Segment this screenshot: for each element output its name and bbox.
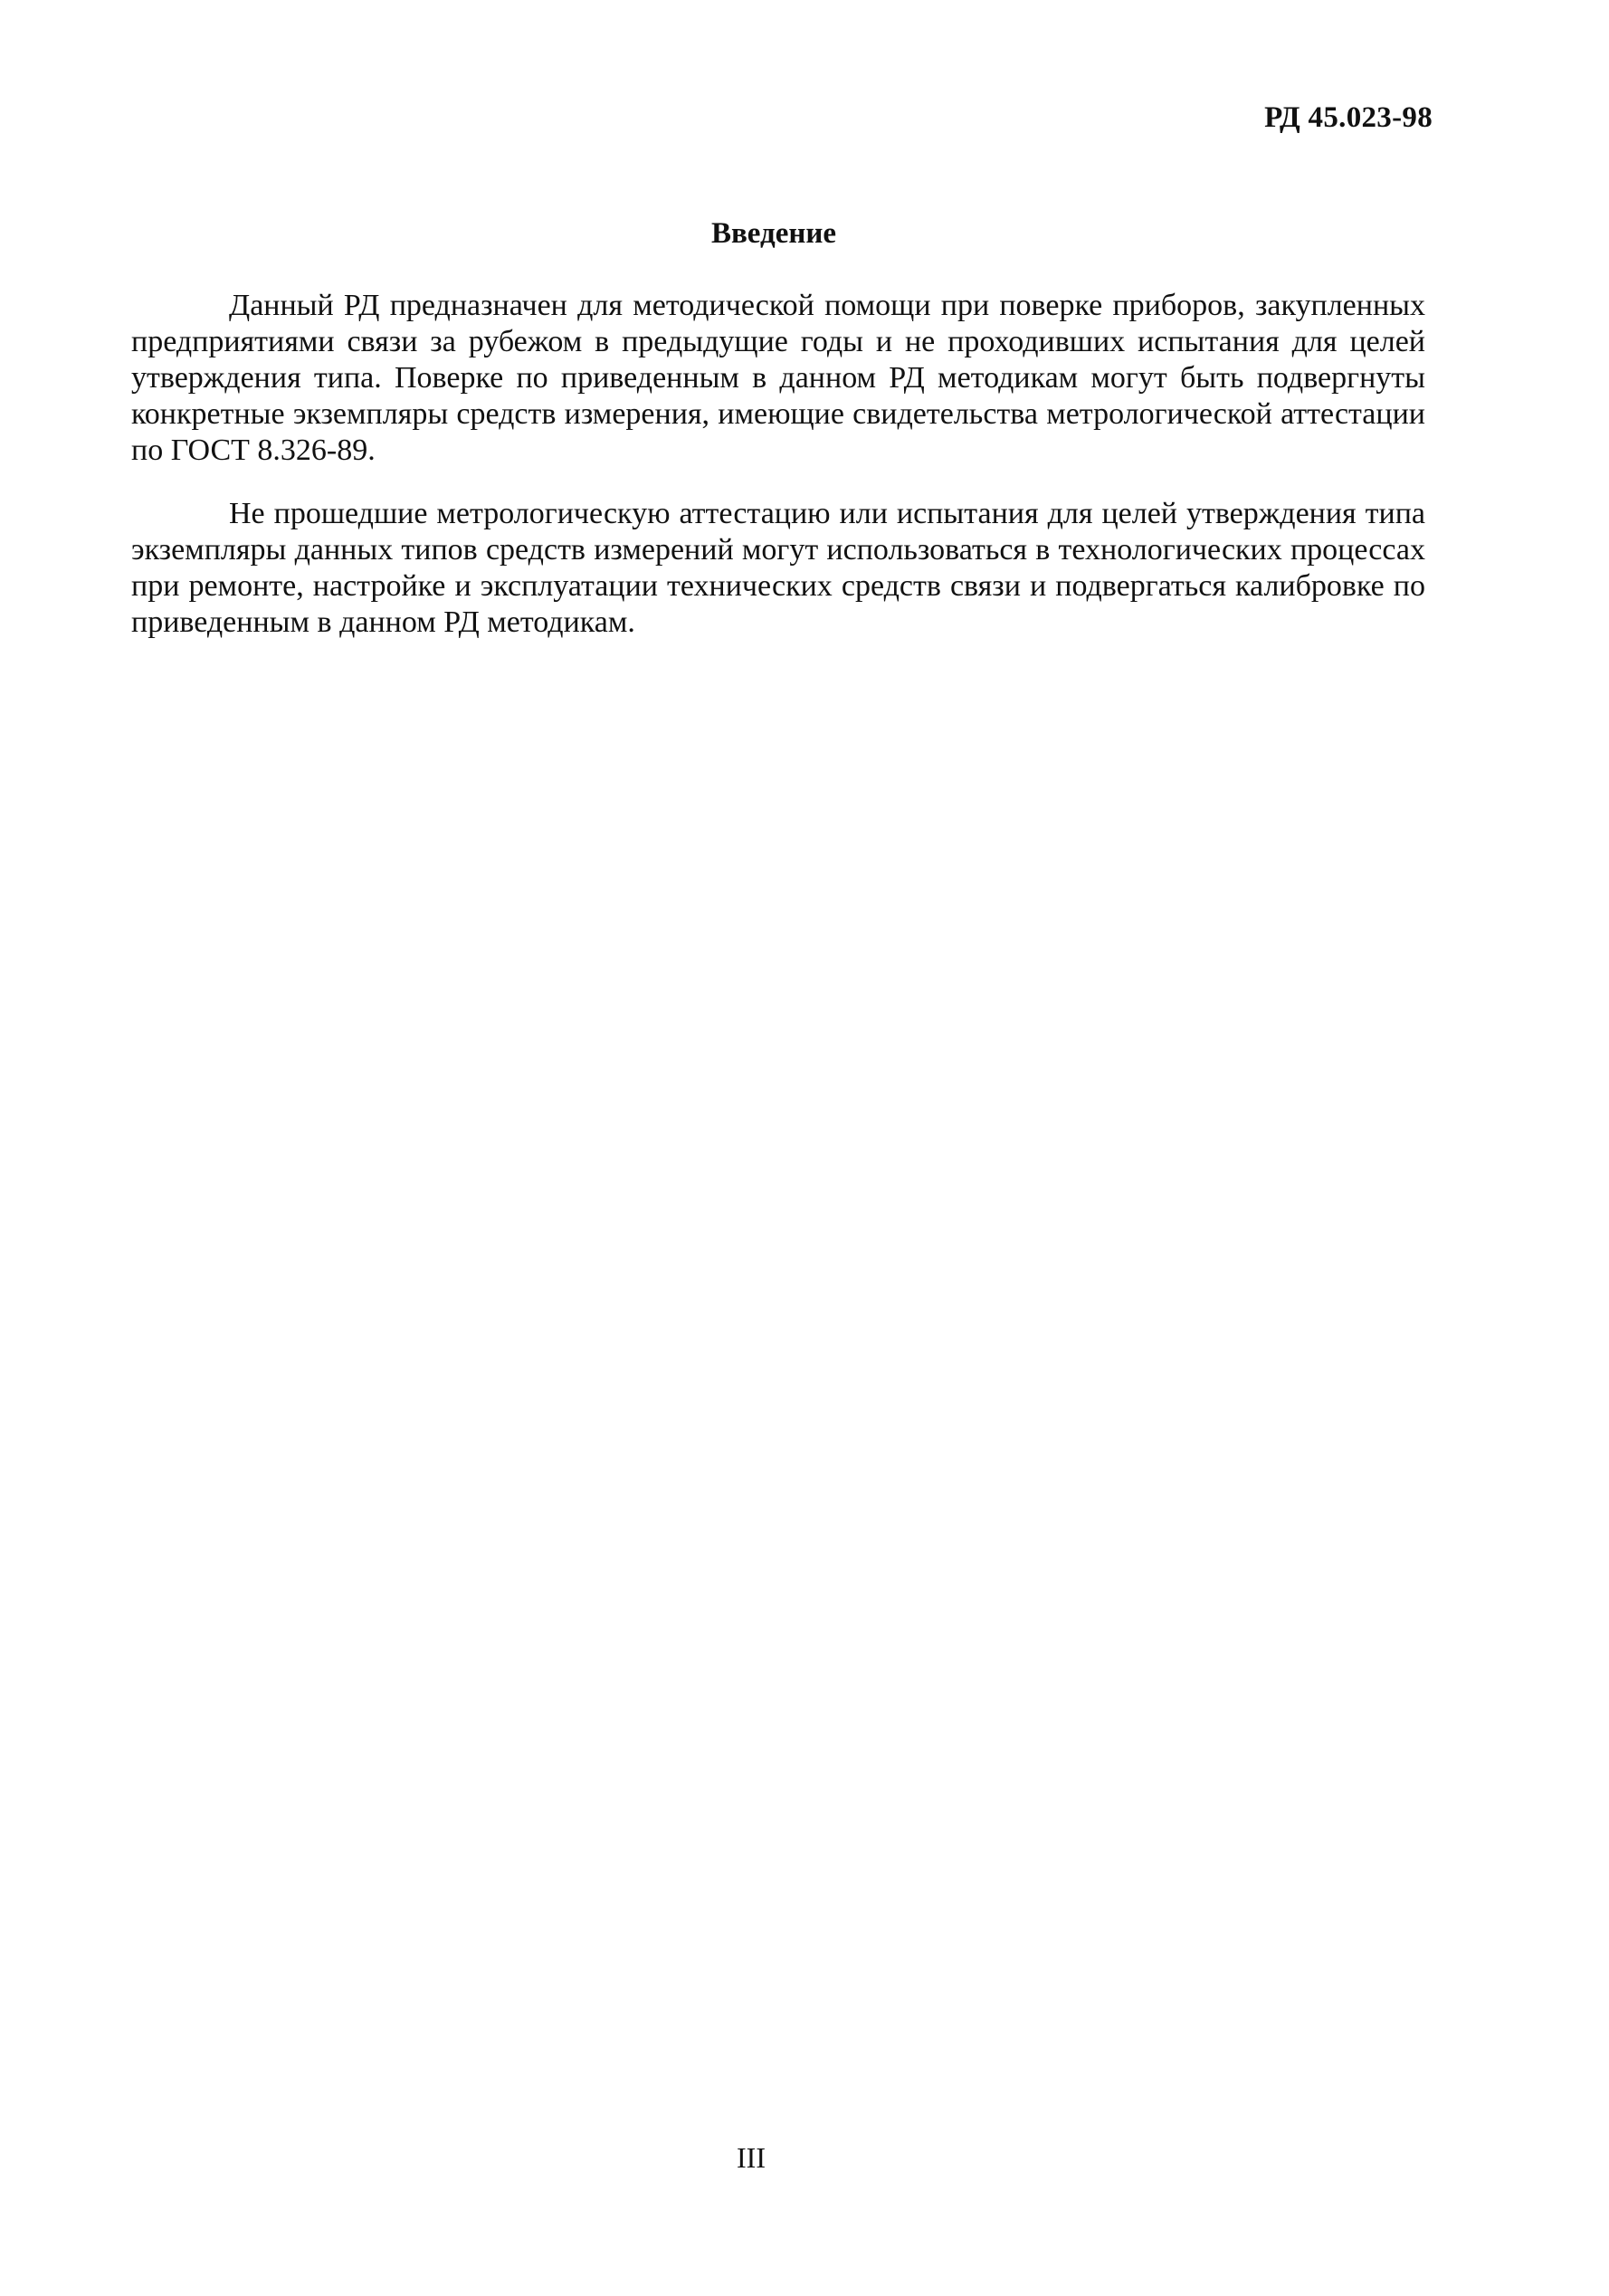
paragraph-1: Данный РД предназначен для методической помощи при поверке приборов, закупленных предприятиями связи за рубежом в предыдущие годы и не проходивших испытания для целей утверждения типа. Поверке по приведенным в данном РД методикам могут быть подвергнуты конкретные экземпляры средств измерения, имеющие свидетельства метрологической аттестации по ГОСТ 8.326-89. xyxy=(131,289,1425,467)
document-code: РД 45.023-98 xyxy=(1264,101,1433,134)
paragraph-2: Не прошедшие метрологическую аттестацию или испытания для целей утверждения типа экземпляры данных типов средств измерений могут использоваться в технологических процессах при ремонте, настройке и эксплуатации технических средств связи и подвергаться калибровке по приведенным в данном РД методикам. xyxy=(131,497,1425,639)
page-number: III xyxy=(737,2141,766,2174)
section-title: Введение xyxy=(710,217,837,250)
